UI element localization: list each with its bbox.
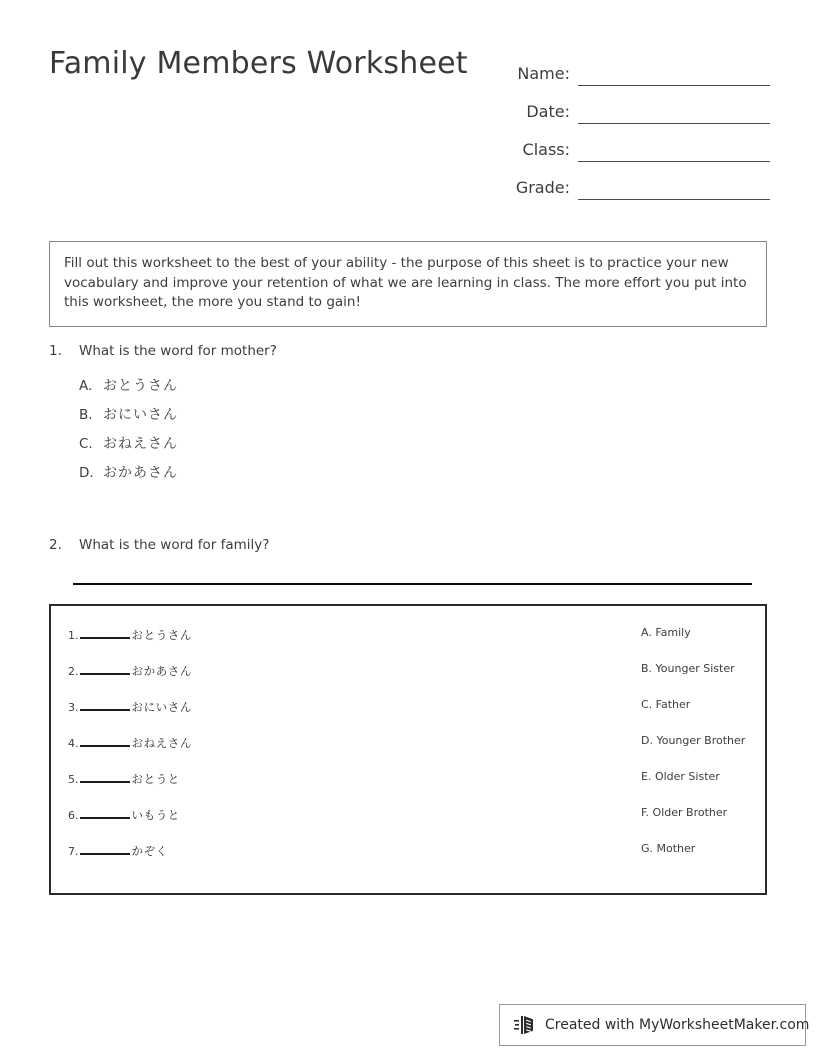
matching-option-g[interactable]: G. Mother: [641, 842, 696, 855]
matching-item-3-word: おにいさん: [131, 700, 192, 714]
footer-attribution-text: Created with MyWorksheetMaker.com: [545, 1017, 810, 1033]
meta-field-grade: [460, 162, 770, 200]
instructions-box: [49, 241, 767, 327]
matching-item-5-number: 5.: [68, 773, 79, 786]
matching-item-5-blank[interactable]: [80, 770, 130, 783]
grade-input-line[interactable]: [578, 179, 770, 200]
choice-a-letter: A.: [79, 378, 93, 394]
meta-label-grade: Grade:: [515, 178, 570, 197]
matching-option-a[interactable]: A. Family: [641, 626, 691, 639]
meta-label-class: Class:: [522, 140, 570, 159]
meta-label-date: Date:: [526, 102, 570, 121]
choice-c-letter: C.: [79, 436, 93, 452]
question-1-number: 1.: [49, 343, 62, 359]
class-input-line[interactable]: [578, 141, 770, 162]
matching-options-column: [641, 626, 745, 878]
matching-item-3-blank[interactable]: [80, 698, 130, 711]
meta-field-class: [460, 124, 770, 162]
question-2-number: 2.: [49, 537, 62, 553]
choice-a-text: おとうさん: [103, 378, 178, 394]
question-1-prompt: [0, 343, 816, 359]
matching-exercise-box: [49, 604, 767, 895]
matching-item-6-blank[interactable]: [80, 806, 130, 819]
matching-item-1-number: 1.: [68, 629, 79, 642]
matching-item-4-word: おねえさん: [131, 736, 192, 750]
choice-c[interactable]: [79, 433, 816, 462]
matching-item-7-word: かぞく: [131, 844, 168, 858]
questions-section: [0, 343, 816, 585]
matching-item-4-blank[interactable]: [80, 734, 130, 747]
matching-item-5: [68, 770, 192, 806]
matching-item-2-number: 2.: [68, 665, 79, 678]
choice-d-letter: D.: [79, 465, 94, 481]
choice-d-text: おかあさん: [103, 465, 178, 481]
matching-item-7-blank[interactable]: [80, 842, 130, 855]
matching-item-6-number: 6.: [68, 809, 79, 822]
choice-c-text: おねえさん: [103, 436, 178, 452]
matching-option-d[interactable]: D. Younger Brother: [641, 734, 746, 747]
matching-option-b[interactable]: B. Younger Sister: [641, 662, 735, 675]
question-2-text: What is the word for family?: [79, 537, 270, 553]
matching-option-e[interactable]: E. Older Sister: [641, 770, 720, 783]
matching-item-3-number: 3.: [68, 701, 79, 714]
matching-item-2-blank[interactable]: [80, 662, 130, 675]
choice-b-text: おにいさん: [103, 407, 178, 423]
matching-terms-column: [68, 626, 192, 878]
matching-option-c[interactable]: C. Father: [641, 698, 691, 711]
question-2: [0, 537, 816, 585]
page-title: Family Members Worksheet: [49, 46, 468, 81]
matching-item-6: [68, 806, 192, 842]
matching-item-3: [68, 698, 192, 734]
question-1-choices: [79, 375, 816, 491]
matching-item-6-word: いもうと: [131, 808, 180, 822]
matching-item-2-word: おかあさん: [131, 664, 192, 678]
matching-item-1: [68, 626, 192, 662]
question-1-text: What is the word for mother?: [79, 343, 277, 359]
matching-item-7: [68, 842, 192, 878]
matching-item-2: [68, 662, 192, 698]
choice-b-letter: B.: [79, 407, 93, 423]
meta-label-name: Name:: [517, 64, 570, 83]
matching-item-4: [68, 734, 192, 770]
choice-d[interactable]: [79, 462, 816, 491]
meta-field-date: [460, 86, 770, 124]
matching-item-7-number: 7.: [68, 845, 79, 858]
myworksheetmaker-logo-icon: [514, 1013, 536, 1037]
page-header: [0, 0, 816, 210]
matching-option-f[interactable]: F. Older Brother: [641, 806, 728, 819]
matching-item-1-blank[interactable]: [80, 626, 130, 639]
question-2-answer-line[interactable]: [73, 582, 752, 585]
question-1: [0, 343, 816, 491]
name-input-line[interactable]: [578, 65, 770, 86]
matching-item-4-number: 4.: [68, 737, 79, 750]
question-2-prompt: [0, 537, 816, 553]
date-input-line[interactable]: [578, 103, 770, 124]
instructions-text: Fill out this worksheet to the best of your ability - the purpose of this sheet is to practice your new vocabulary and improve your retention of what we are learning in class. The more effort you put into this worksheet, the more you stand to gain!: [64, 255, 747, 310]
matching-item-5-word: おとうと: [131, 772, 180, 786]
matching-item-1-word: おとうさん: [131, 628, 192, 642]
meta-field-name: [460, 48, 770, 86]
student-info-fields: [460, 48, 770, 200]
choice-a[interactable]: [79, 375, 816, 404]
choice-b[interactable]: [79, 404, 816, 433]
footer-attribution-badge[interactable]: [499, 1004, 810, 1046]
